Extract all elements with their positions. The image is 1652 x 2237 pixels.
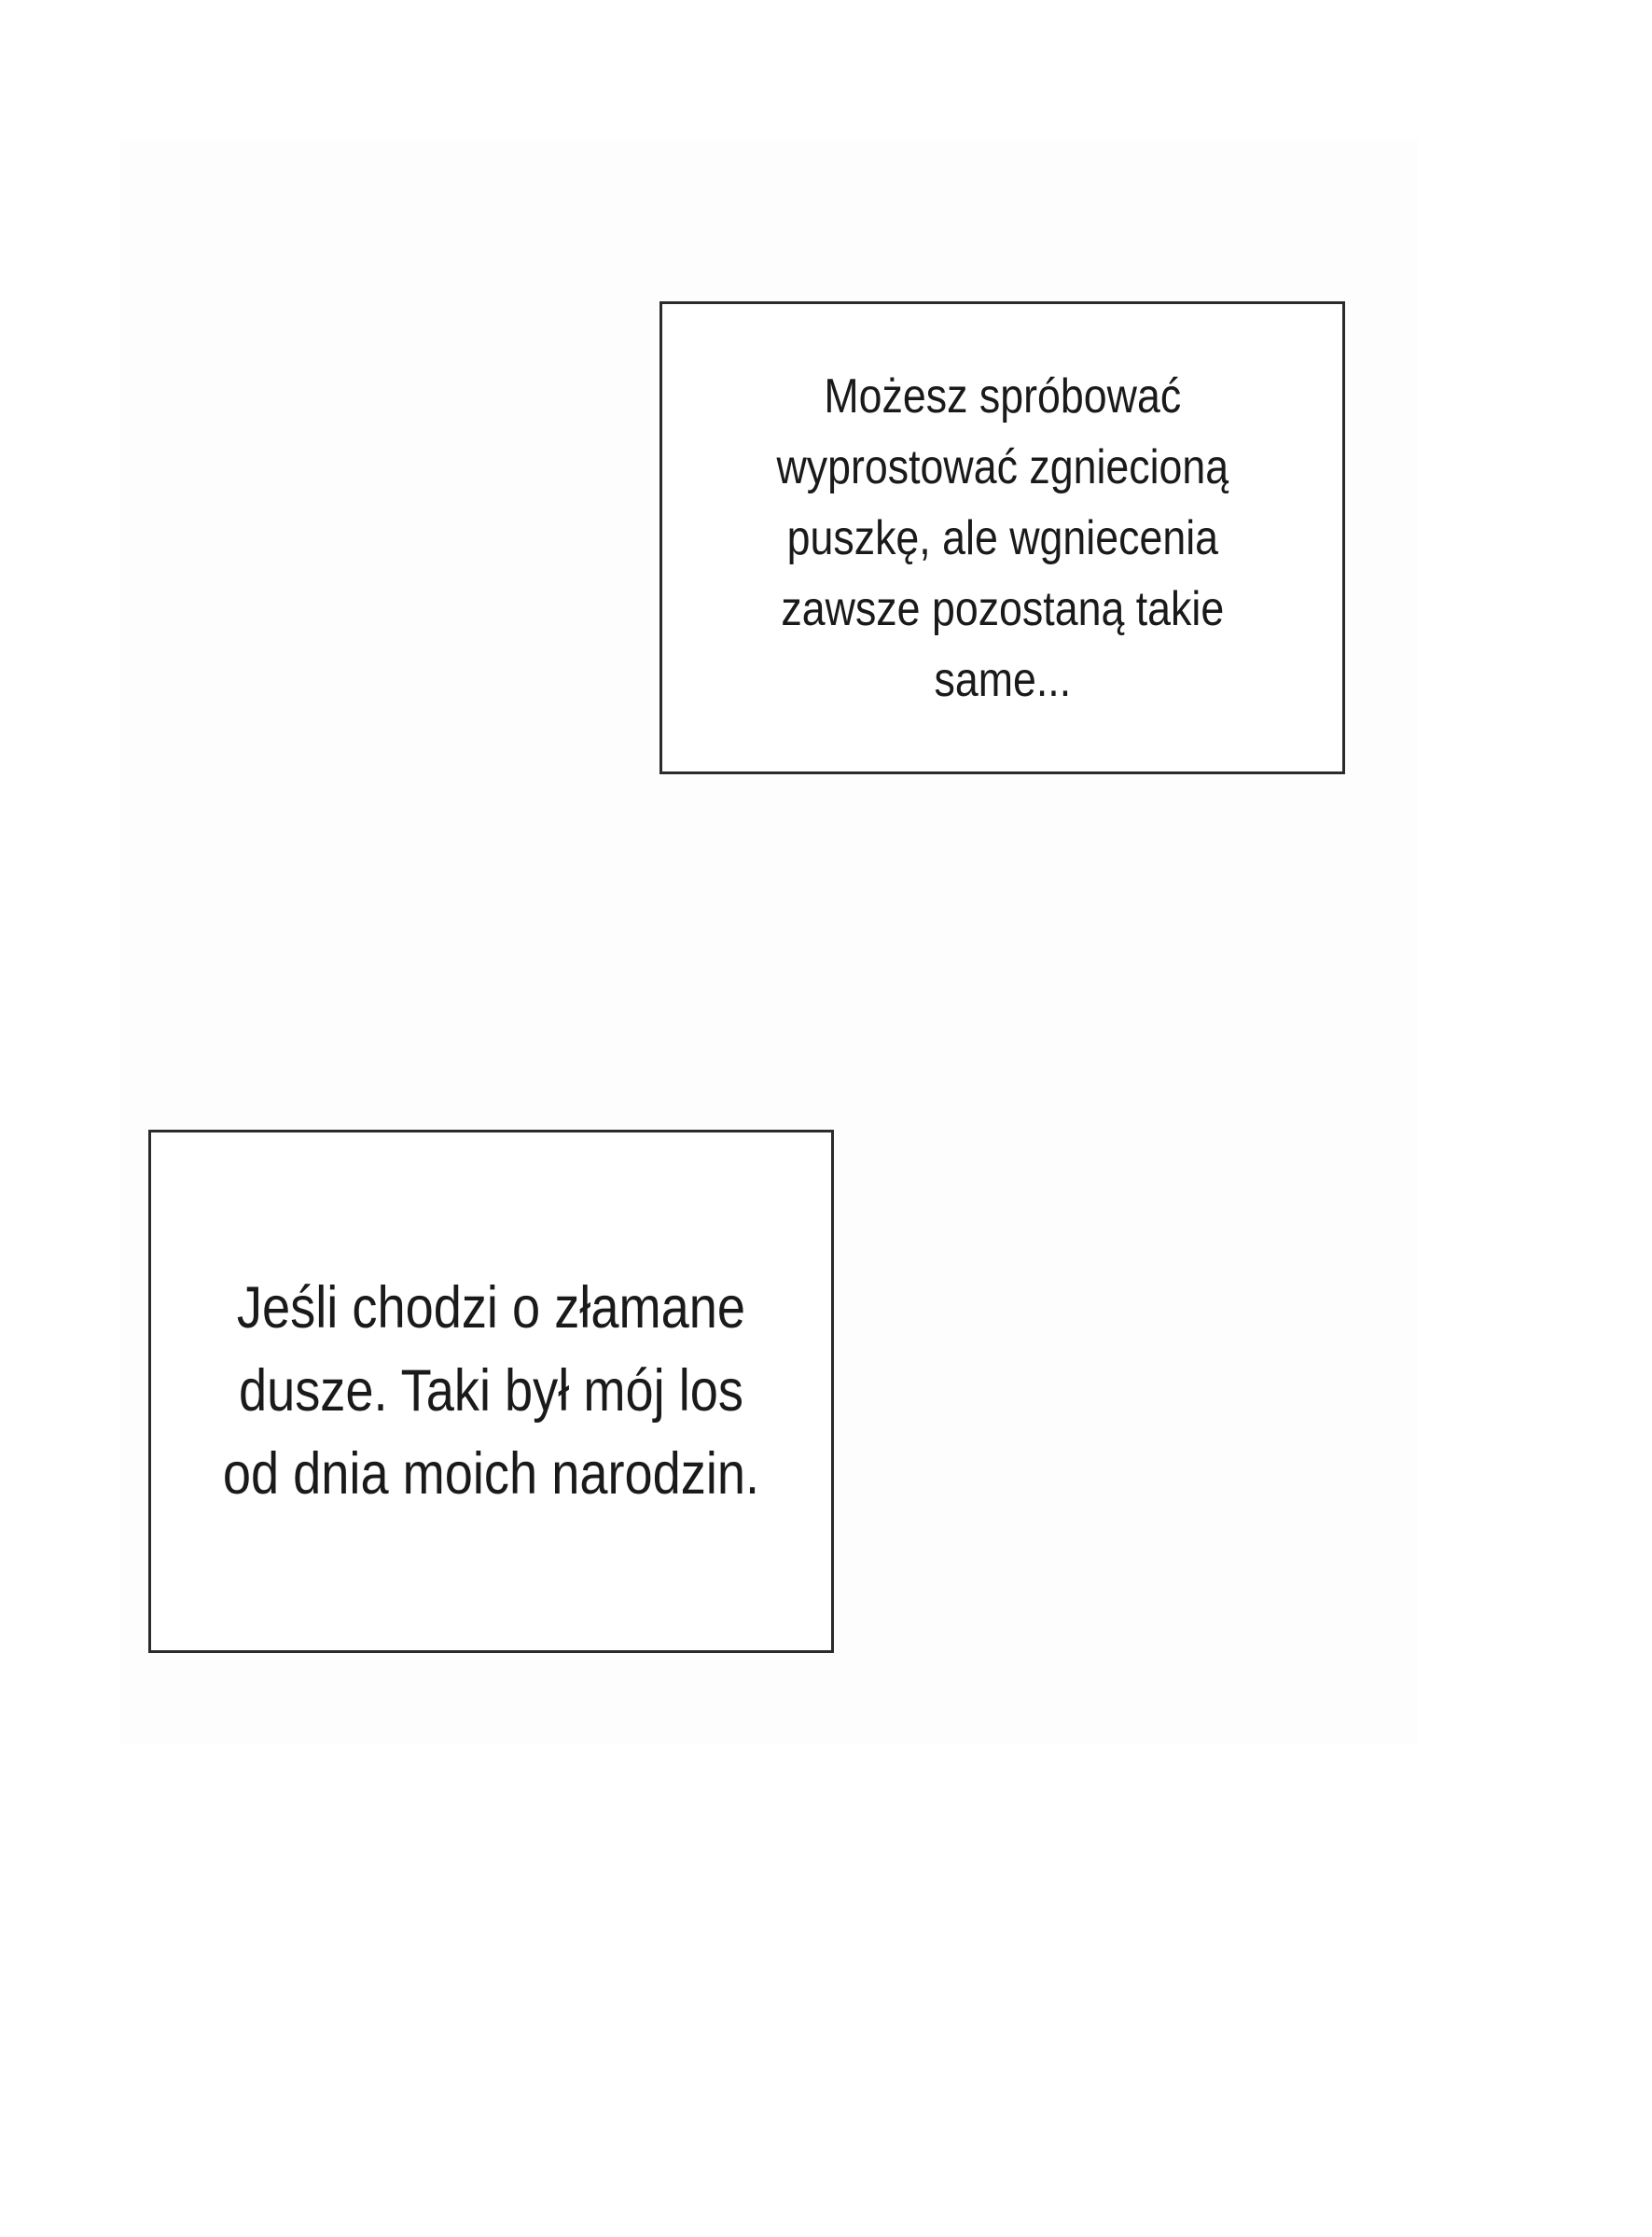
caption-text-bottom: Jeśli chodzi o złamane dusze. Taki był mój los od dnia moich narodzin. <box>222 1275 760 1507</box>
caption-text-top: Możesz spróbować wyprostować zgniecioną puszkę, ale wgniecenia zawsze pozostaną takie same... <box>776 368 1229 707</box>
caption-box-top <box>659 301 1345 774</box>
caption-box-bottom <box>148 1130 834 1653</box>
